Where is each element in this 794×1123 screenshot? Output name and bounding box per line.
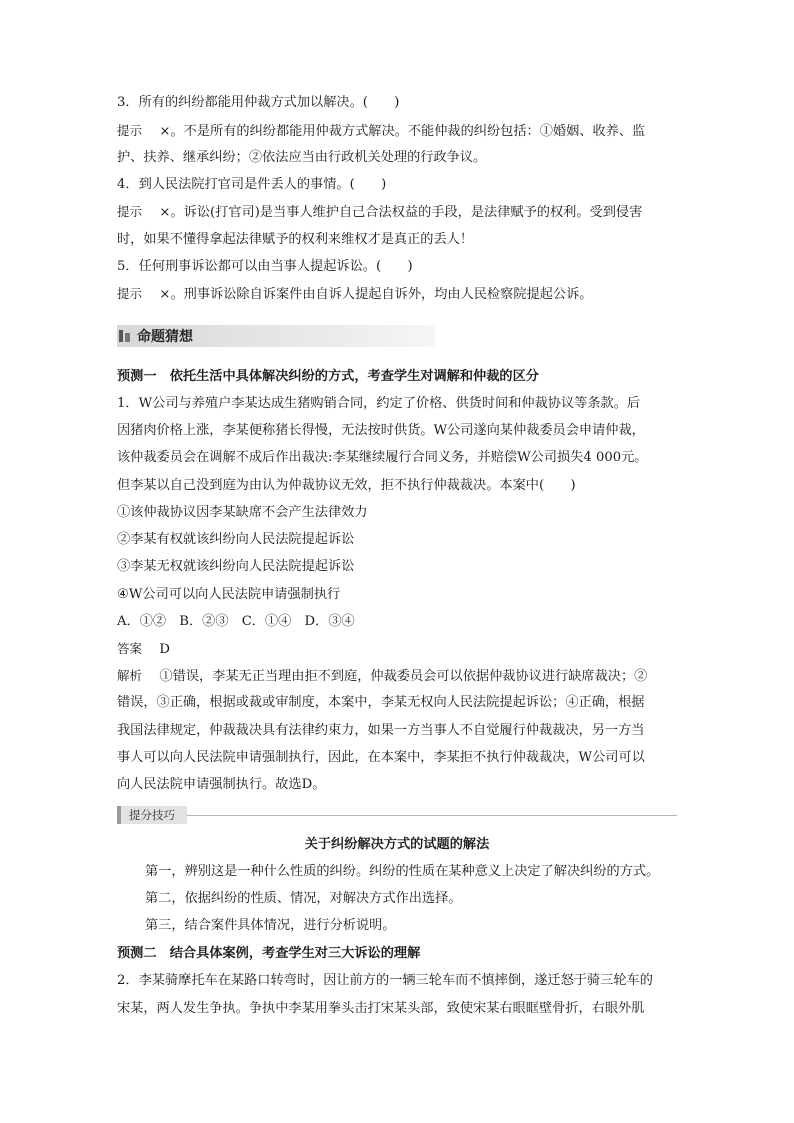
analysis-line: 向人民法院申请强制执行。故选D。 <box>117 777 326 792</box>
prediction-1-question-line: 因猪肉价格上涨，李某便称猪长得慢，无法按时供货。W公司遂向某仲裁委员会申请仲裁， <box>117 423 645 438</box>
tip-label: 提示 <box>117 286 143 301</box>
prediction-1-question-line: 该仲裁委员会在调解不成后作出裁决:李某继续履行合同义务，并赔偿W公司损失4 000元。 <box>117 450 648 465</box>
answer <box>117 640 685 659</box>
review-tip-5-line-1: 提示 ×。刑事诉讼除自诉案件由自诉人提起自诉外，均由人民检察院提起公诉。 <box>117 286 593 302</box>
answer-choices: A．①② B．②③ C．①④ D．③④ <box>117 614 355 629</box>
review-question-5: 5．任何刑事诉讼都可以由当事人提起诉讼。( ) <box>117 259 413 274</box>
prediction-2-question-line: 2．李某骑摩托车在某路口转弯时，因让前方的一辆三轮车而不慎摔倒，遂迁怒于骑三轮车的 <box>117 973 653 988</box>
prediction-1-question-line: 1．W公司与养殖户李某达成生猪购销合同，约定了价格、供货时间和仲裁协议等条款。后 <box>117 396 641 411</box>
prediction-2-question-line: 宋某，两人发生争执。争执中李某用拳头击打宋某头部，致使宋某右眼眶壁骨折，右眼外肌 <box>117 1001 645 1016</box>
answer-value: D <box>159 642 170 657</box>
tips-title: 关于纠纷解决方式的试题的解法 <box>304 837 490 852</box>
section-header <box>117 325 435 347</box>
option-3: ③李某无权就该纠纷向人民法院提起诉讼 <box>117 559 355 574</box>
option-4: ④W公司可以向人民法院申请强制执行 <box>117 587 341 602</box>
tips-header <box>117 806 677 824</box>
tip-label: 提示 <box>117 123 143 138</box>
review-question-4: 4．到人民法院打官司是件丢人的事情。( ) <box>117 177 387 192</box>
section-title: 命题猜想 <box>137 329 193 345</box>
review-tip-3-line-2: 护、扶养、继承纠纷；②依法应当由行政机关处理的行政争议。 <box>117 150 487 165</box>
tip-label: 提示 <box>117 204 143 219</box>
prediction-1-question-line: 但李某以自己没到庭为由认为仲裁协议无效，拒不执行仲裁裁决。本案中( ) <box>117 478 576 493</box>
review-tip-3-line-1: 提示 ×。不是所有的纠纷都能用仲裁方式解决。不能仲裁的纠纷包括：①婚姻、收养、监 <box>117 123 646 139</box>
prediction-1-heading: 预测一 依托生活中具体解决纠纷的方式，考查学生对调解和仲裁的区分 <box>117 369 539 384</box>
tips-step-2: 第二，依据纠纷的性质、情况，对解决方式作出选择。 <box>145 891 462 906</box>
tips-step-1: 第一，辨别这是一种什么性质的纠纷。纠纷的性质在某种意义上决定了解决纠纷的方式。 <box>145 864 660 879</box>
review-question-3: 3．所有的纠纷都能用仲裁方式加以解决。( ) <box>117 95 400 110</box>
analysis-label: 解析 <box>117 668 143 683</box>
tips-divider <box>187 815 677 816</box>
review-tip-4-line-2: 时，如果不懂得拿起法律赋予的权利来维权才是真正的丢人！ <box>117 232 474 247</box>
section-marker-icon <box>119 329 131 343</box>
tips-step-3: 第三，结合案件具体情况，进行分析说明。 <box>145 918 396 933</box>
tips-label: 提分技巧 <box>117 806 187 824</box>
prediction-2-heading: 预测二 结合具体案例，考查学生对三大诉讼的理解 <box>117 946 421 961</box>
option-1: ①该仲裁协议因李某缺席不会产生法律效力 <box>117 505 368 520</box>
analysis-line: 解析 ①错误，李某无正当理由拒不到庭，仲裁委员会可以依据仲裁协议进行缺席裁决；② <box>117 668 648 684</box>
analysis-line: 我国法律规定，仲裁裁决具有法律约束力，如果一方当事人不自觉履行仲裁裁决，另一方当 <box>117 723 645 738</box>
analysis-line: 错误，③正确，根据或裁或审制度，本案中，李某无权向人民法院提起诉讼；④正确，根据 <box>117 695 645 710</box>
answer-label: 答案 <box>117 641 143 656</box>
review-tip-4-line-1: 提示 ×。诉讼(打官司)是当事人维护自己合法权益的手段，是法律赋予的权利。受到侵害 <box>117 204 643 220</box>
analysis-line: 事人可以向人民法院申请强制执行，因此，在本案中，李某拒不执行仲裁裁决，W公司可以 <box>117 750 645 765</box>
option-2: ②李某有权就该纠纷向人民法院提起诉讼 <box>117 532 355 547</box>
